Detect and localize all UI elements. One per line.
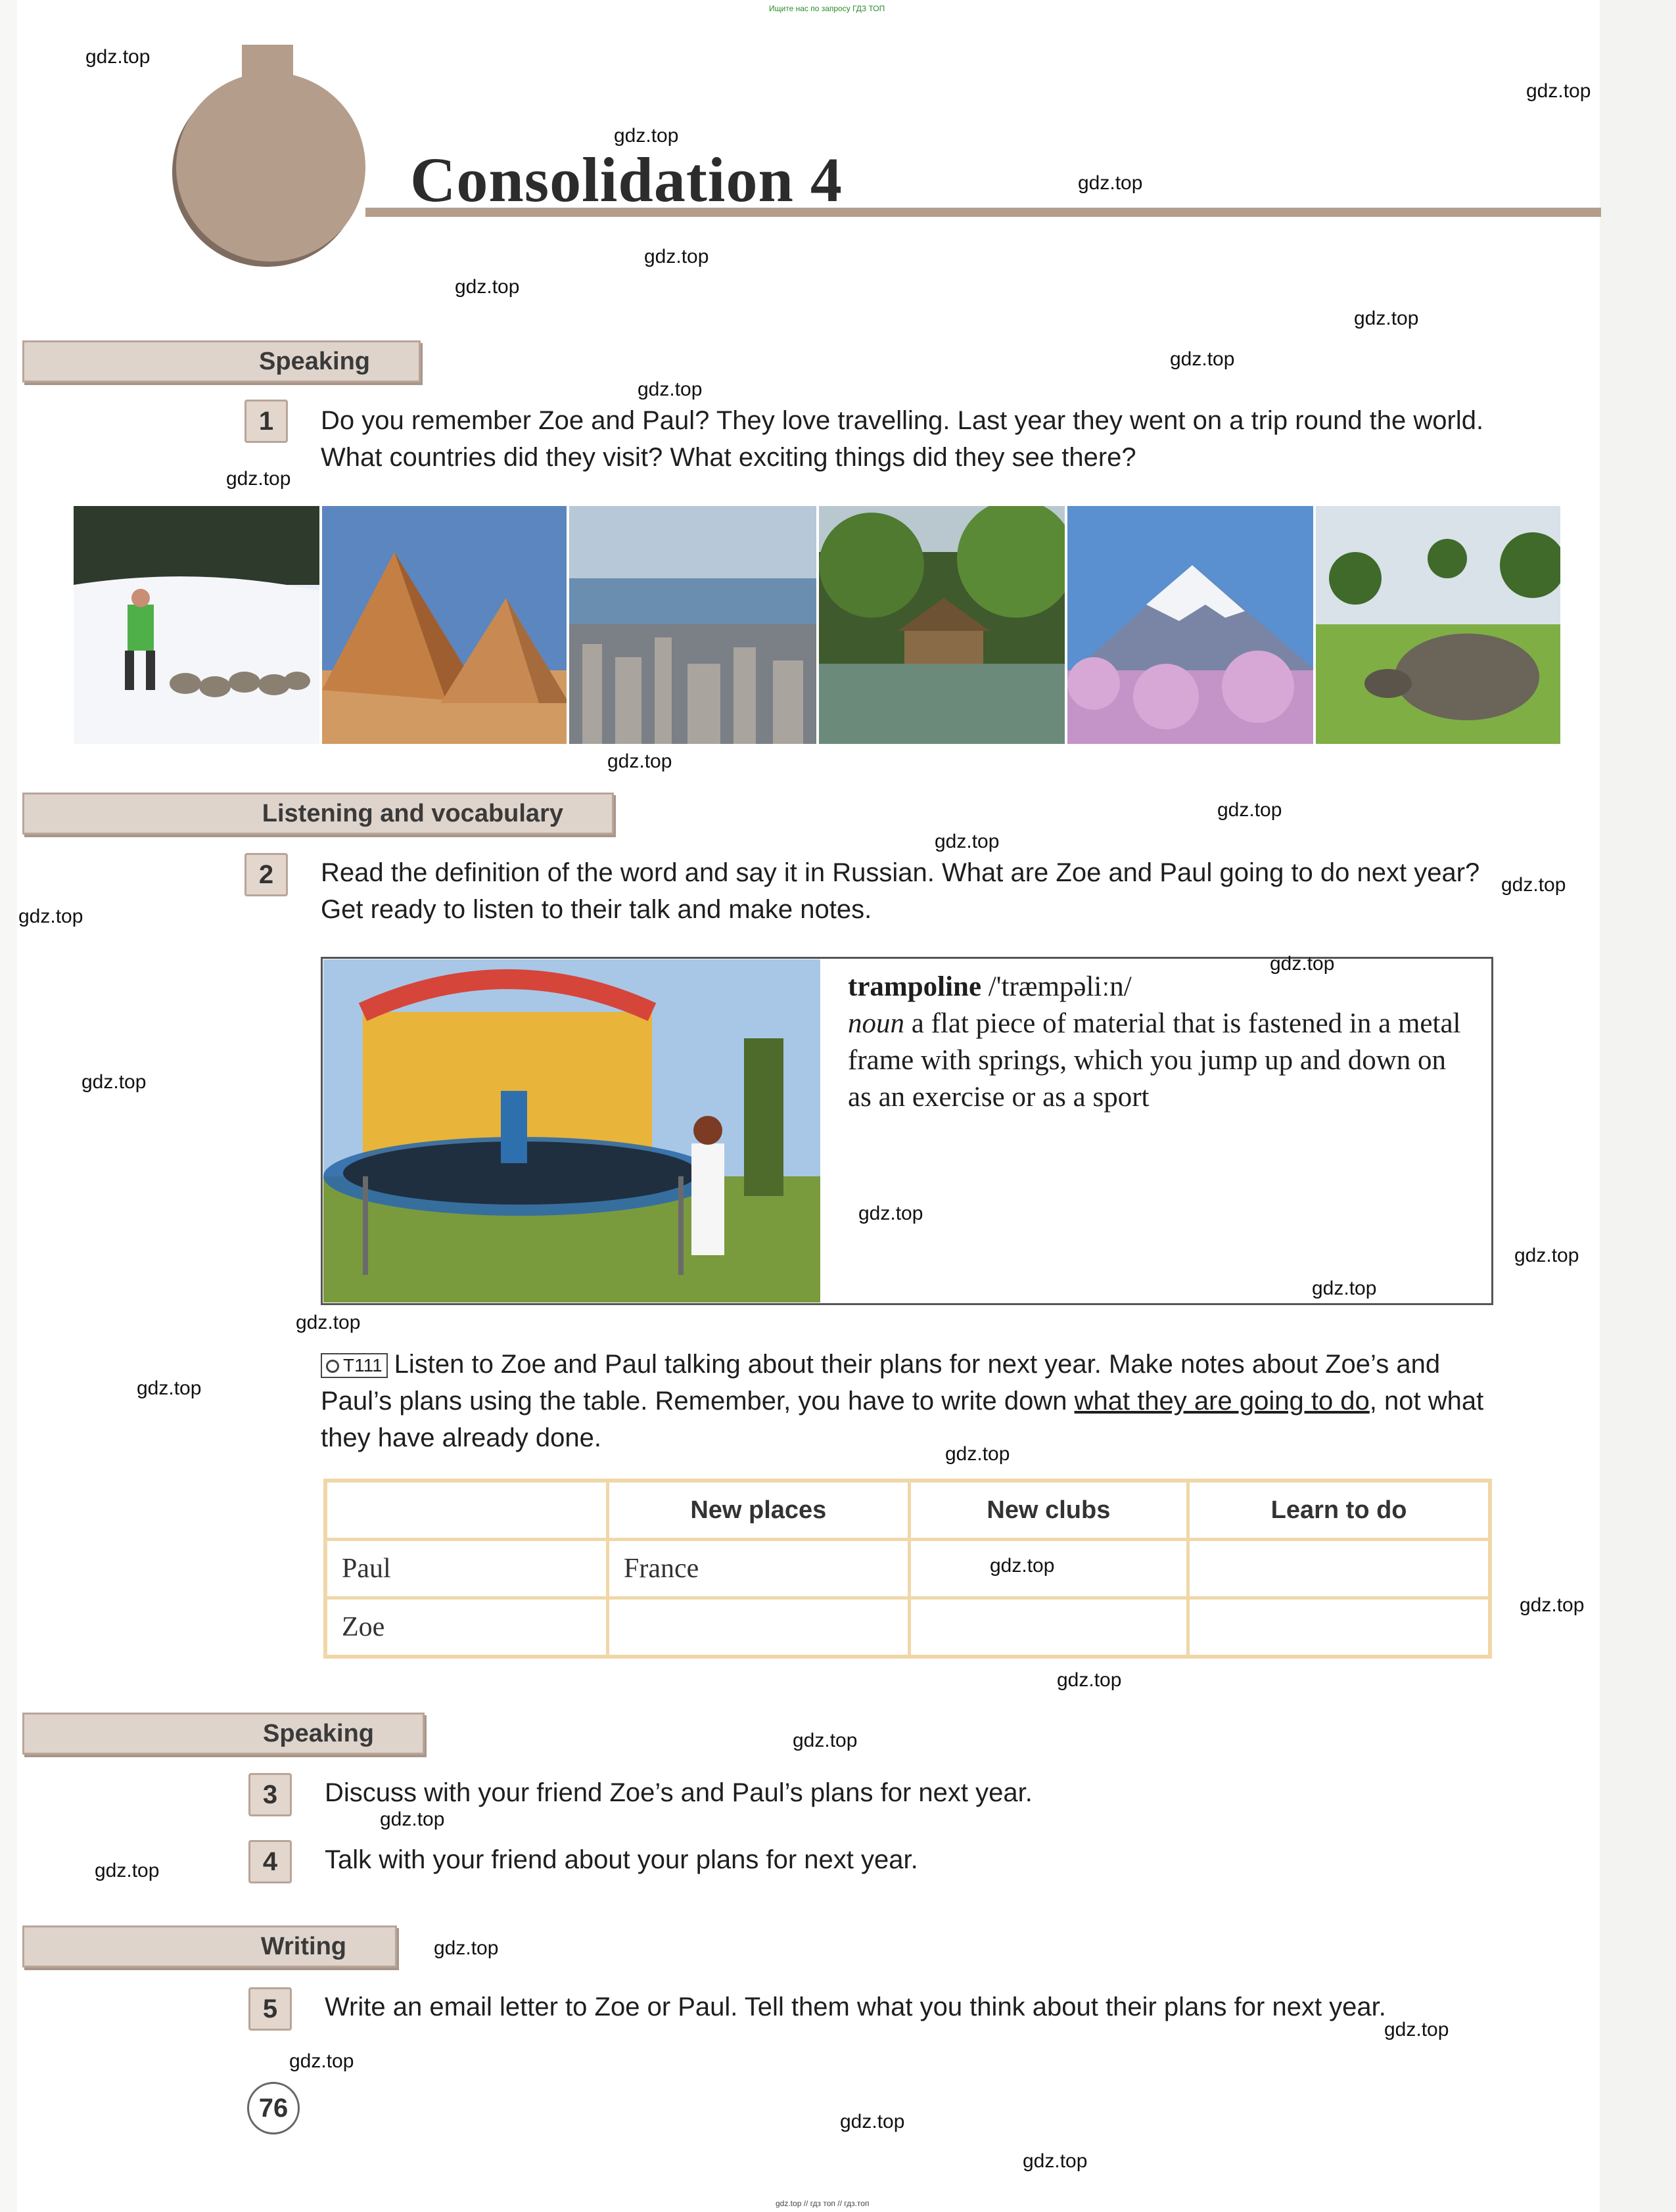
task-3-text: Discuss with your friend Zoe’s and Paul’s plans for next year.: [325, 1778, 1033, 1807]
watermark: gdz.top: [1312, 1278, 1377, 1299]
task-4-text: Talk with your friend about your plans for next year.: [325, 1845, 918, 1874]
section-banner-speaking: [22, 1713, 425, 1755]
table-header-learn-to-do: Learn to do: [1188, 1481, 1490, 1540]
watermark: gdz.top: [380, 1809, 445, 1830]
audio-track-label: T111: [343, 1355, 383, 1376]
watermark: gdz.top: [990, 1555, 1055, 1577]
footer-note: gdz.top // гдз топ // гдз.топ: [776, 2199, 870, 2208]
listening-text-before: Listen to Zoe and Paul talking about their plans for next year. Make notes about Zoe’s and Paul’s plans using the table. Remember, you have to write down: [321, 1350, 1441, 1416]
audio-track-badge[interactable]: [321, 1353, 388, 1378]
watermark: gdz.top: [644, 246, 709, 267]
page-title: Consolidation 4: [410, 145, 843, 215]
definition-meaning: a flat piece of material that is fastened in a metal frame with springs, which you jump up and down on as an exercise or as a sport: [848, 1008, 1461, 1113]
watermark: gdz.top: [1217, 799, 1282, 821]
watermark: gdz.top: [226, 468, 291, 490]
definition-phonetic: /'træmpəliːn/: [988, 971, 1132, 1002]
watermark: gdz.top: [455, 276, 520, 298]
watermark: gdz.top: [18, 906, 83, 927]
table-row: [325, 1540, 1490, 1598]
watermark: gdz.top: [1270, 953, 1335, 975]
table-cell: [1188, 1598, 1490, 1657]
watermark: gdz.top: [1078, 172, 1143, 194]
watermark: gdz.top: [1526, 80, 1591, 102]
definition-word: trampoline: [848, 971, 982, 1002]
watermark: gdz.top: [85, 46, 151, 68]
watermark: gdz.top: [434, 1937, 499, 1959]
table-cell: France: [608, 1540, 910, 1598]
table-cell: [1188, 1540, 1490, 1598]
table-header-row: [325, 1481, 1490, 1540]
watermark: gdz.top: [1170, 348, 1235, 370]
section-banner-writing: [22, 1925, 397, 1968]
table-header-new-places: New places: [608, 1481, 910, 1540]
table-cell: [909, 1598, 1188, 1657]
listening-text-after: , not what they have already done.: [321, 1387, 1484, 1452]
top-note: Ищите нас по запросу ГДЗ ТОП: [769, 4, 885, 13]
task-5-text: Write an email letter to Zoe or Paul. Tell them what you think about their plans for next year.: [325, 1993, 1386, 2021]
watermark: gdz.top: [607, 750, 672, 772]
left-page-edge: [0, 0, 17, 2212]
photo-river-huts: [818, 505, 1066, 745]
section-banner-label: Listening and vocabulary: [262, 799, 563, 827]
table-header-blank: [325, 1481, 608, 1540]
watermark: gdz.top: [95, 1860, 160, 1881]
watermark: gdz.top: [1057, 1669, 1122, 1691]
watermark: gdz.top: [1384, 2019, 1449, 2040]
section-banner-label: Speaking: [259, 347, 370, 375]
plans-table: [323, 1479, 1492, 1659]
photo-pyramids: [321, 505, 568, 745]
listening-instruction: [321, 1346, 1497, 1456]
photo-trampoline: [323, 959, 820, 1302]
task-number: 1: [244, 400, 288, 443]
watermark: gdz.top: [638, 379, 703, 400]
section-banner-listening: [22, 793, 614, 835]
watermark: gdz.top: [935, 831, 1000, 852]
right-page-edge: [1600, 0, 1676, 2212]
watermark: gdz.top: [858, 1203, 923, 1224]
table-header-new-clubs: New clubs: [909, 1481, 1188, 1540]
photo-mount-fuji: [1066, 505, 1315, 745]
photo-giant-tortoise: [1315, 505, 1562, 745]
table-row: [325, 1598, 1490, 1657]
watermark: gdz.top: [1514, 1245, 1579, 1266]
heading-circle: [176, 72, 365, 262]
definition-text: [848, 969, 1466, 1116]
watermark: gdz.top: [1023, 2150, 1088, 2172]
watermark: gdz.top: [1354, 308, 1419, 329]
watermark: gdz.top: [296, 1312, 361, 1333]
watermark: gdz.top: [1520, 1594, 1585, 1616]
definition-pos: noun: [848, 1008, 904, 1039]
task-1-text: Do you remember Zoe and Paul? They love travelling. Last year they went on a trip round the world. What countries did they visit? What exciting things did they see there?: [321, 406, 1484, 472]
table-row-name: Paul: [325, 1540, 608, 1598]
watermark: gdz.top: [289, 2050, 354, 2072]
watermark: gdz.top: [81, 1071, 147, 1093]
task-number: 3: [248, 1773, 292, 1816]
task-number: 4: [248, 1840, 292, 1883]
watermark: gdz.top: [945, 1443, 1010, 1465]
watermark: gdz.top: [1501, 874, 1566, 896]
listening-text-underlined: what they are going to do: [1074, 1387, 1370, 1416]
task-number: 2: [244, 853, 288, 896]
watermark: gdz.top: [793, 1730, 858, 1751]
photo-city-harbour: [568, 505, 818, 745]
section-banner-label: Speaking: [263, 1719, 374, 1747]
photo-sled-dogs: [72, 505, 321, 745]
table-cell: [608, 1598, 910, 1657]
watermark: gdz.top: [840, 2111, 905, 2132]
watermark: gdz.top: [614, 125, 679, 147]
watermark: gdz.top: [137, 1377, 202, 1399]
task-number: 5: [248, 1987, 292, 2031]
cd-icon: [326, 1360, 339, 1373]
table-row-name: Zoe: [325, 1598, 608, 1657]
section-banner-label: Writing: [260, 1932, 346, 1960]
task-2-text: Read the definition of the word and say it in Russian. What are Zoe and Paul going to do next year? Get ready to listen to their talk and make notes.: [321, 858, 1480, 924]
page-number: 76: [247, 2082, 300, 2134]
section-banner-speaking: [22, 340, 421, 382]
